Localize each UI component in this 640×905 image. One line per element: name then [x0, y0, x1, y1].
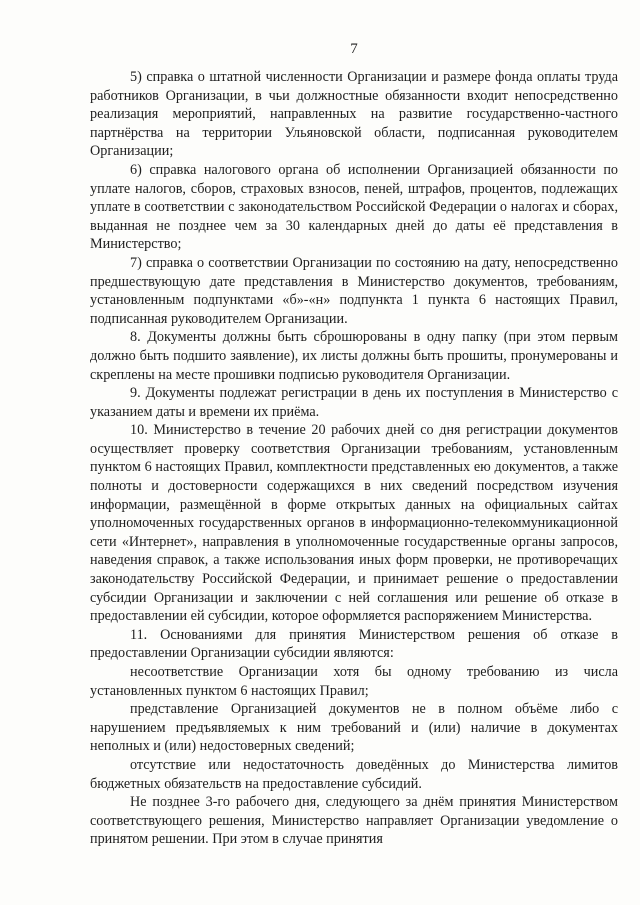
paragraph-item-7: 7) справка о соответствии Организации по состоянию на дату, непосредственно предшествующую дате представления в Министерство документов, требованиям, установленным подпунктами «б»-«н» подпункта 1 пункта 6 настоящих Правил, подписанная руководителем Организации.	[90, 254, 618, 327]
paragraph-ground-1: несоответствие Организации хотя бы одному требованию из числа установленных пунктом 6 настоящих Правил;	[90, 664, 618, 699]
paragraph-notification: Не позднее 3-го рабочего дня, следующего за днём принятия Министерством соответствующего решения, Министерство направляет Организации уведомление о принятом решении. При этом в случае принятия	[90, 794, 618, 848]
paragraph-item-5: 5) справка о штатной численности Организации и размере фонда оплаты труда работников Организации, в чьи должностные обязанности входит непосредственно реализация мероприятий, направленных на развитие государственно-частного партнёрства на территории Ульяновской области, подписанная руководителем Организации;	[90, 69, 618, 160]
page-number: 7	[350, 41, 358, 57]
paragraph-clause-9: 9. Документы подлежат регистрации в день их поступления в Министерство с указанием даты и времени их приёма.	[90, 385, 618, 420]
paragraph-clause-8: 8. Документы должны быть сброшюрованы в одну папку (при этом первым должно быть подшито заявление), их листы должны быть прошиты, пронумерованы и скреплены на месте прошивки подписью руководителя Организации.	[90, 329, 618, 383]
paragraph-ground-3: отсутствие или недостаточность доведённых до Министерства лимитов бюджетных обязательств на предоставление субсидий.	[90, 756, 618, 792]
paragraph-item-6: 6) справка налогового органа об исполнении Организацией обязанности по уплате налогов, сборов, страховых взносов, пеней, штрафов, процентов, подлежащих уплате в соответствии с законодательством Российской Федерации о налогах и сборах, выданная не позднее чем за 30 календарных дней до даты её представления в Министерство;	[90, 161, 618, 253]
paragraph-clause-10: 10. Министерство в течение 20 рабочих дней со дня регистрации документов осуществляет проверку соответствия Организации требованиям, установленным пунктом 6 настоящих Правил, комплектности представленных ею документов, а также полноты и достоверности содержащихся в них сведений посредством изучения информации, размещённой в форме открытых данных на официальных сайтах уполномоченных государственных органов в информационно-телекоммуникационной сети «Интернет», направления в уполномоченные государственные органы запросов, наведения справок, а также использования иных форм проверки, не противоречащих законодательству Российской Федерации, и принимает решение о предоставлении субсидии Организации и заключении с ней соглашения или решение об отказе в предоставлении ей субсидии, которое оформляется распоряжением Министерства.	[90, 422, 618, 625]
paragraph-clause-11: 11. Основаниями для принятия Министерством решения об отказе в предоставлении Организации субсидии являются:	[90, 626, 618, 662]
paragraph-ground-2: представление Организацией документов не в полном объёме либо с нарушением предъявляемых к ним требований и (или) наличие в документах неполных и (или) недостоверных сведений;	[90, 701, 618, 755]
